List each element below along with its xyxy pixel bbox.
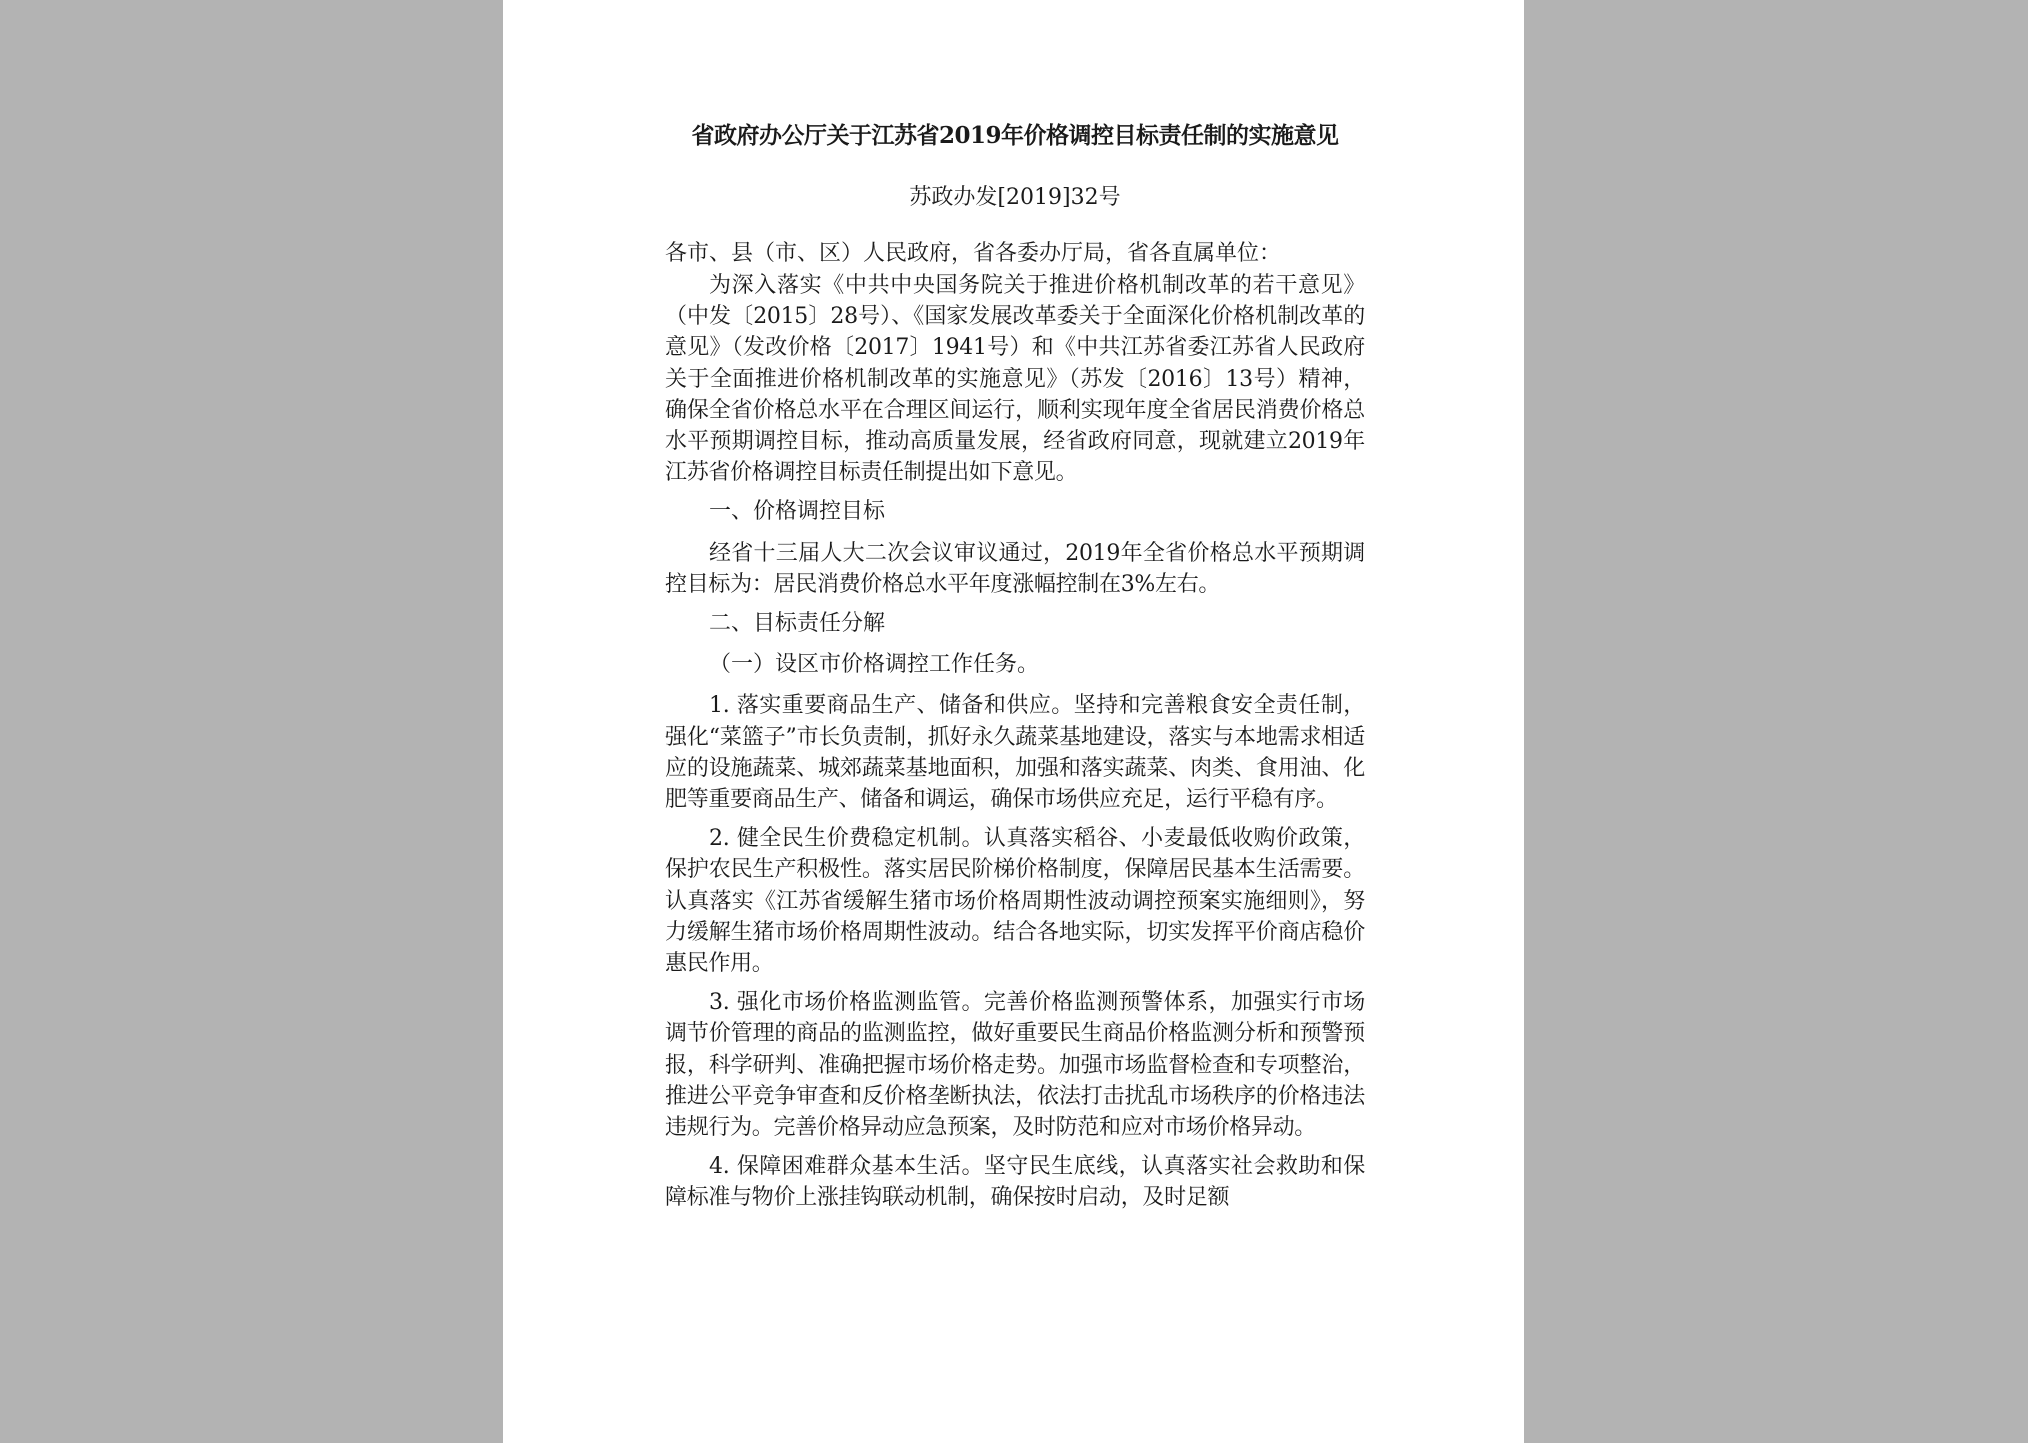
- item-3-paragraph: 3. 强化市场价格监测监管。完善价格监测预警体系，加强实行市场调节价管理的商品的监测监控，做好重要民生商品价格监测分析和预警预报，科学研判、准确把握市场价格走势。加强市场监督检查和专项整治，推进公平竞争审查和反价格垄断执法，依法打击扰乱市场秩序的价格违法违规行为。完善价格异动应急预案，及时防范和应对市场价格异动。: [665, 990, 1365, 1141]
- document-content: [665, 116, 1365, 1222]
- section-heading-1: 一、价格调控目标: [709, 499, 886, 525]
- section-heading-2: 二、目标责任分解: [709, 611, 886, 637]
- salutation: 各市、县（市、区）人民政府，省各委办厅局，省各直属单位：: [665, 241, 1282, 266]
- document-page: [503, 0, 1524, 1443]
- item-4-paragraph: 4. 保障困难群众基本生活。坚守民生底线，认真落实社会救助和保障标准与物价上涨挂钩联动机制，确保按时启动，及时足额: [665, 1154, 1365, 1211]
- document-number: 苏政办发[2019]32号: [909, 185, 1121, 210]
- document-title: 省政府办公厅关于江苏省2019年价格调控目标责任制的实施意见: [691, 122, 1339, 149]
- subsection-heading-1: （一）设区市价格调控工作任务。: [709, 652, 1040, 678]
- item-2-paragraph: 2. 健全民生价费稳定机制。认真落实稻谷、小麦最低收购价政策，保护农民生产积极性。落实居民阶梯价格制度，保障居民基本生活需要。认真落实《江苏省缓解生猪市场价格周期性波动调控预案实施细则》，努力缓解生猪市场价格周期性波动。结合各地实际，切实发挥平价商店稳价惠民作用。: [665, 826, 1365, 977]
- section-1-paragraph: 经省十三届人大二次会议审议通过，2019年全省价格总水平预期调控目标为：居民消费价格总水平年度涨幅控制在3%左右。: [665, 540, 1365, 597]
- item-1-paragraph: 1. 落实重要商品生产、储备和供应。坚持和完善粮食安全责任制，强化“菜篮子”市长负责制，抓好永久蔬菜基地建设，落实与本地需求相适应的设施蔬菜、城郊蔬菜基地面积，加强和落实蔬菜、肉类、食用油、化肥等重要商品生产、储备和调运，确保市场供应充足，运行平稳有序。: [665, 693, 1365, 813]
- intro-paragraph: 为深入落实《中共中央国务院关于推进价格机制改革的若干意见》（中发〔2015〕28号）、《国家发展改革委关于全面深化价格机制改革的意见》（发改价格〔2017〕1941号）和《中共江苏省委江苏省人民政府关于全面推进价格机制改革的实施意见》（苏发〔2016〕13号）精神，确保全省价格总水平在合理区间运行，顺利实现年度全省居民消费价格总水平预期调控目标，推动高质量发展，经省政府同意，现就建立2019年江苏省价格调控目标责任制提出如下意见。: [665, 273, 1365, 486]
